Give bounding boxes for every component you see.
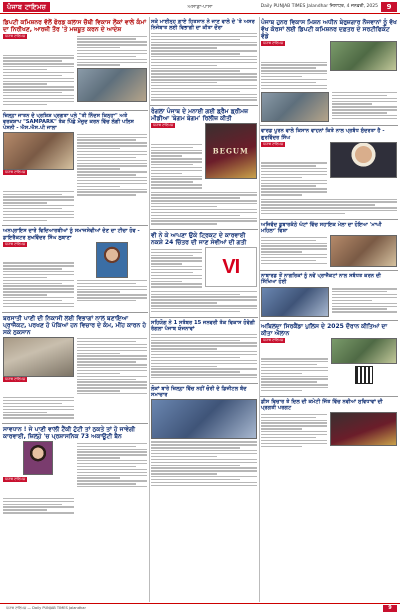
person-photo [23,441,53,475]
story-body [151,247,202,289]
vi-advertisement[interactable] [205,247,258,287]
byline-tag: ਪੰਜਾਬ ਟਾਇਮਜ਼ [5,376,26,381]
news-photo [330,412,398,446]
column-middle [150,17,258,602]
story-body [151,291,257,313]
story-headline: ਅਜਿਵੰਦ ਡੂਬਾਰਕੱਠੇ ਘੱਟਾਂ ਵਿੱਚ ਸਹਾਇਕ ਮੇਲਾ ਦਾ ਹੋਇਆ 'ਮਾਘੀ ਮਹਿਲਾ' ਵਿਸ਼ਾ [261,221,382,235]
masthead [0,0,400,14]
story-headline: ਅਨਪ੍ਰਾਇਸ ਦਾਰੇ ਵਿਦਿਆਰਥੀਆਂ ਨੂੰ ਸਮਾਜਸੇਵੀਆਂ ਦੇਣ ਦਾ ਟੀਚਾ ਹੋਵ - ਡਾਇਰੈਕਟਰ ਸੁਖਵਿੰਦਰ ਸਿੰਘ ਲੁਬਾਣਾ [3,228,140,241]
poster-title: BEGUM [212,146,249,156]
news-story[interactable] [260,271,398,320]
story-headline: ਸਹਿਯੋਗ ਨੇ 1 ਸਤੰਬਰ 15 ਜਨਵਰੀ ਤੱਕ ਵਿਕਾਸ ਹੋਵੇਗੀ ਰੰਗਲਾ ਪੰਜਾਬ ਯੋਜਨਾਵਾਂ [151,319,255,333]
story-body [151,192,257,225]
story-headline: ਨਾਬਾਰਡ ਤੋਂ ਨਾਗਰਿਕਾਂ ਨੂੰ ਨਵੇਂ ਪ੍ਰਾਜੈਕਟਾਂ ਨਾਲ ਸਬੰਧਤ ਕਰਨ ਦੀ ਸਿੱਖਿਆ ਹੋਈ [261,273,381,286]
story-headline: ਪੰਜਾਬ ਹੁਨਰ ਵਿਕਾਸ ਮਿਸ਼ਨ ਅਧੀਨ ਬੇਰੁਜ਼ਗਾਰ ਨੌਜਵਾਨਾਂ ਨੂੰ ਵੱਖ ਵੱਖ ਕੋਰਸਾਂ ਲਈ ਡਿਪਟੀ ਕਮਿਸ਼ਨਰ ਦਫ਼ਤਰ ਦੇ ਸਰਟੀਫਿਕੇਟ ਵੰਡੇ [261,19,397,40]
story-body [77,34,148,107]
news-photo [330,41,398,71]
story-headline: ਵਾਰਡ ਪੂਰਨ ਵਾਲੇ ਕਿਸਾਨ ਵਾਹਨਾਂ ਕਿਤੇ ਨਾਲ ਪ੍ਰਬੰਧ ਸੁੰਦਰਤਾ ਹੈ - ਗੁਰਵਿੰਦਰ ਸਿੰਘ [261,128,385,141]
story-body [77,337,148,421]
story-body [3,34,74,107]
story-headline: ਅਬਿਲਦਾ ਸਿਰਕੈਂਡਾ ਪੁਲਿਸ ਦੇ 2025 ਦੌਰਾਨ ਕੀਤਿਆਂ ਦਾ ਕੀਤਾ ਐਲਾਨ [261,322,388,337]
news-story[interactable] [260,397,398,452]
story-body [3,242,74,309]
byline-tag: ਪੰਜਾਬ ਟਾਇਮਜ਼ [263,337,284,342]
story-body [332,90,398,122]
story-headline: ਵੀ ਨੇ ਕੇ ਆਪਣਾ ਉਕੇ ਟ੍ਰਿਕਟ ਦੇ ਕਾਰਵਾਈ ਨਕਸ਼ੇ 24 ਚਿੱਤਰ ਦੀ ਜਾਣ ਸੇਵੀਆਂ ਦੀ ਗਤੀ [151,232,247,247]
person-photo [330,142,398,178]
news-story[interactable] [150,230,258,318]
byline-tag: ਪੰਜਾਬ ਟਾਇਮਜ਼ [5,477,26,482]
story-headline: ਜ਼ਿਲ੍ਹਾ ਜਾਤਨ ਦੇ ਪ੍ਰਸ਼ਿਸ਼ ਪ੍ਰਗਤਾ ਪਲੇ "ਤੀ ਨਿੰਦਸ ਕਿਨ੍ਹਾ" ਅਤੇ ਵਰਕਸ਼ਾਪ "SAMPARK" ਤੱਕ ਪਿੱਛੇ ਮੌਜੂਦ ਕਰਨ ਵਿੱਚ ਲੱਗੀ ਪਲਿਸ ਪੇਸਨੀ - ਐਸ.ਐਸ.ਪੀ ਜਾਲਾ [3,112,134,131]
news-story[interactable] [260,220,398,271]
story-headline: ਸਕੇ ਮਾਈਨ੍ਹ ਗ਼ਾਏ ਹਿਤਸਾਨ ਨੇ ਜਾਣ ਵਾਲੇ ਦੇ 'ਤੇ ਅਸਰ ਨਿਜੇਬਾਤ ਲਈ ਵਿਭਾਗੀ ਦਾ ਕੀਤਾ ਦੌਰਾ [151,19,255,32]
story-body [261,235,327,267]
news-photo [261,92,329,122]
story-body [332,287,398,317]
news-story[interactable] [260,321,398,397]
newspaper-logo[interactable]: ਪੰਜਾਬ ਟਾਇਮਜ਼ [3,2,50,12]
byline-tag: ਪੰਜਾਬ ਟਾਇਮਜ਼ [263,41,284,45]
news-photo [330,235,398,267]
column-right [260,17,398,602]
news-photo [3,132,74,170]
story-body [3,377,74,419]
news-story[interactable] [2,424,148,518]
news-story[interactable] [2,313,148,425]
dateline: Daily PUNJAB TIMES Jalandhar ਜਿਲਾਧਰ, 4 ਜਨਵਰੀ, 2025 [260,4,378,9]
footer-page-number: 9 [383,605,397,612]
news-story[interactable] [150,106,258,230]
news-story[interactable] [260,126,398,219]
story-headline: ਡੀਸ ਵਿਚਾਰ ਤੇ ਦਿਲ ਦੀ ਕਮੇਟੀ ਜਿੱਤ ਵਿੱਚ ਨਵੀਆਂ ਸੁਵਿਧਾਵਾਂ ਦੀ ਪ੍ਰਗਤੀ ਪਰਗਟ [261,398,383,412]
story-body [3,170,74,221]
page-number: 9 [381,2,397,12]
byline-tag: ਪੰਜਾਬ ਟਾਇਮਜ਼ [5,34,26,38]
news-story[interactable] [2,17,148,111]
news-story[interactable] [150,384,258,491]
story-headline: ਡਿਪਟੀ ਕਮਿਸ਼ਨਰ ਵੱਲੋਂ ਫੋਰਡ ਕਲਾਸ ਚੌਥੀ ਵਿਕਾਸ ਲੋਕਾਂ ਵਾਲੇ ਕੰਮਾਂ ਦਾ ਨਿਰੀਖਣ, ਆਰਜ਼ੀ ਤੌਰ 'ਤੇ ਮਜ਼ਬੂਤ ਕਰਨ ਦੇ ਆਦੇਸ਼ [3,19,147,33]
story-headline: ਸਾਵਧਾਨ ! ਜੇ ਪਾਣੀ ਵਾਲੀ ਟੈਂਕੀ ਟੁੱਟੀ ਤਾਂ ਨੁਕਤੇ ਤਾਂ ਹੋ ਜਾਵੇਗੀ ਕਾਰਵਾਈ, ਜ਼ਿਲ੍ਹੇ 'ਚ ਪ੍ਰਸ਼ਾਸਨਿਕ 73 ਅਕਾਊਟੀ ਬੈਨ [3,426,136,441]
story-headline: ਬਰਸਾਤੀ ਪਾਣੀ ਦੀ ਨਿਕਾਸੀ ਲਈ ਵਿਭਾਗਾਂ ਨਾਲ ਬਣਾਇਆ ਪ੍ਰਾਜੈਕਟ, ਪਰਖਣ ਹੋ ਪੱਕਿਆਂ ਹਨ ਵਿਚਾਰ ਦੇ ਕੰਮ, ਮੀਂਹ ਕਾਰਨ ਹੋ ਸਕੇ ਨੁਕਸਾਨ [3,314,147,336]
story-body [77,132,148,222]
story-body [261,142,327,197]
page-footer [0,603,400,612]
story-headline: ਰੰਗਲਾ ਪੰਜਾਬ ਦੇ ਮਨਾਈ ਗਈ ਡ੍ਰੈਮ ਡ੍ਰੀਮਜ਼ ਮੀਡੀਆ 'ਬੇਗਮ ਬੇਗਮ' ਰਿਲੀਜ਼ ਕੀਤੀ [151,108,249,123]
news-photo [77,68,148,102]
column-left [2,17,148,602]
byline-tag: ਪੰਜਾਬ ਟਾਇਮਜ਼ [263,141,284,146]
news-story[interactable] [2,226,148,312]
story-body [151,33,257,101]
story-body [77,441,148,515]
section-name: ਅਸਾਡਾ-ਪਾਸਾ [187,4,213,10]
news-story[interactable] [150,17,258,106]
news-photo [3,337,74,377]
byline-tag: ਪੰਜਾਬ ਟਾਇਮਜ਼ [5,241,26,246]
story-headline: ਲੋਕਾਂ ਬਾਰੇ ਜ਼ਿਲ੍ਹਾ ਵਿੱਚ ਨਹੀਂ ਚੋਰੀ ਦੇ ਡਿਜੀਟਲ ਬੰਦ ਸਮਾਚਾਰ [151,385,247,399]
footer-text: ਪੰਜਾਬ ਟਾਇਮਜ਼ — Daily PUNJAB TIMES Jalandhar [6,606,86,610]
story-body [151,334,257,379]
news-photo [261,287,329,317]
story-body [3,477,74,513]
story-body [261,338,328,393]
story-body [261,41,327,90]
news-photo [151,399,257,439]
story-body [151,441,257,486]
news-photo [331,338,398,364]
vi-logo: VI [222,255,240,278]
movie-poster [205,123,258,179]
story-body [77,280,148,302]
news-story[interactable] [2,111,148,227]
byline-tag: ਪੰਜਾਬ ਟਾਇਮਜ਼ [5,170,26,175]
news-story[interactable] [150,318,258,384]
qr-code[interactable] [355,366,373,384]
news-story[interactable] [260,17,398,126]
story-body [261,199,397,215]
story-body [151,123,202,190]
byline-tag: ਪੰਜਾਬ ਟਾਇਮਜ਼ [153,123,174,128]
story-body [261,412,327,448]
person-photo [96,242,128,278]
